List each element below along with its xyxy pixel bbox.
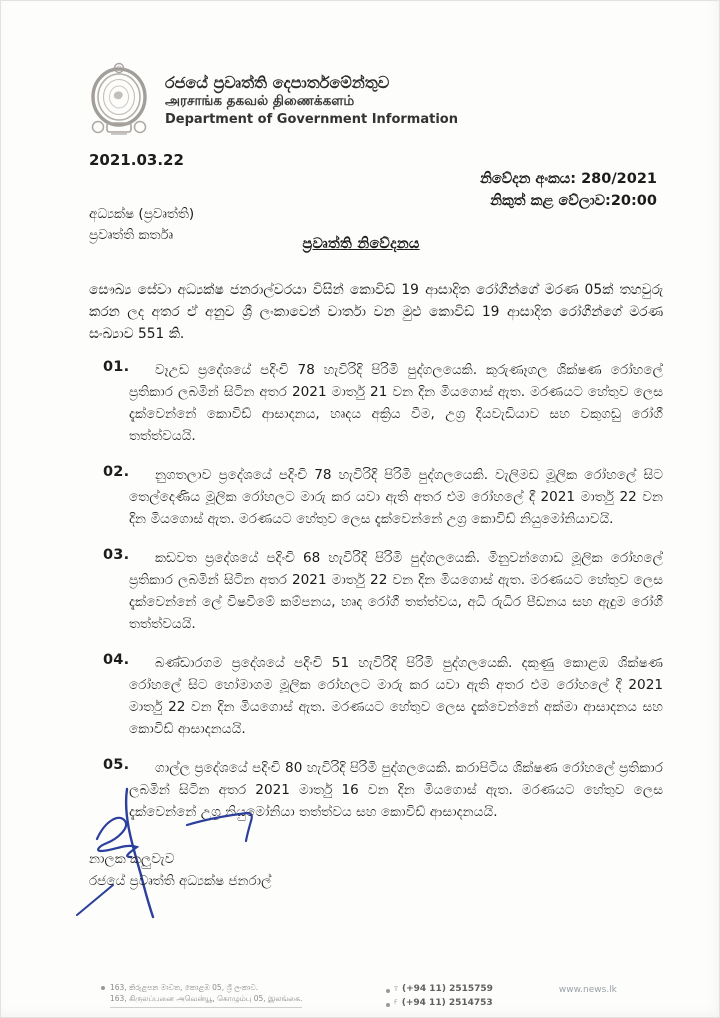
signatory-title: රජයේ ප්‍රවෘත්ති අධ්‍යක්ෂ ජනරාල් (89, 873, 272, 889)
dept-name-tamil: அரசாங்க தகவல் திணைக்களம் (165, 93, 355, 110)
intro-paragraph: සෞඛ්‍ය සේවා අධ්‍යක්ෂ ජනරාල්වරයා විසින් කොවිඩ් 19 ආසාදිත රෝගීන්ගේ මරණ 05ක් තහවුරු කරන ලද අතර ඒ අනුව ශ්‍රී ලංකාවෙන් වාර්තා වන මුළු කොවිඩ් 19 ආසාදිත රෝගීන්ගේ මරණ සංඛ්‍යාව 551 කි. (89, 281, 663, 342)
addressee-line-1: අධ්‍යක්ෂ (ප්‍රවෘත්ති) (89, 206, 195, 222)
address-bullet-icon (101, 986, 105, 990)
death-item-4 (89, 652, 663, 740)
item-number: 05. (103, 757, 130, 774)
footer (1, 983, 720, 1010)
department-names (165, 72, 458, 128)
item-number: 03. (103, 547, 130, 564)
website-url: www.news.lk (558, 985, 617, 995)
address-tamil: 163, கிருலப்பனை அவென்யூ, கொழும்பு 05, இலங்கை. (110, 993, 303, 1003)
item-text: ගාල්ල ප්‍රදේශයේ පදිංචි 80 හැවිරිදි පිරිමි පුද්ගලයෙකි. කරාපිටිය ශික්ෂණ රෝහලේ ප්‍රතිකාර ලබමින් සිටින අතර 2021 මාර්තු 16 වන දින මියගොස් ඇත. මරණයට හේතුව ලෙස දැක්වෙන්නේ උග්‍ර නියුමෝනියා තත්ත්වය සහ කොවිඩ් ආසාදනයයි. (129, 760, 663, 821)
document-body (89, 265, 663, 840)
dept-name-sinhala: රජයේ ප්‍රවෘත්ති දෙපාර්තමේන්තුව (165, 72, 390, 92)
phone-bullet-icon (386, 989, 390, 993)
fax-bullet-icon (386, 1003, 390, 1007)
item-number: 04. (103, 652, 130, 669)
release-time: නිකුත් කළ වේලාව:20:00 (490, 192, 657, 209)
item-text: නුගතලාව ප්‍රදේශයේ පදිංචි 78 හැවිරිදි පිරිමි පුද්ගලයෙකි. වැලිමඩ මූලික රෝහලේ සිට තෙල්දෙණිය මූලික රෝහලට මාරු කර යවා ඇති අතර එම රෝහලේ දී 2021 මාර්තු 22 වන දින මියගොස් ඇත. මරණයට හේතුව ලෙස දැක්වෙන්නේ උග්‍ර කොවිඩ් නියුමෝනියාවයි. (129, 467, 663, 528)
address-sinhala: 163, කිරුළපන මාවත, කොළඹ 05, ශ්‍රී ලංකාව. (110, 983, 259, 992)
item-number: 02. (103, 464, 130, 481)
release-meta (480, 169, 657, 213)
footer-address (101, 983, 336, 1008)
item-text: බණ්ඩාරගම ප්‍රදේශයේ පදිංචි 51 හැවිරිදි පිරිමි පුද්ගලයෙකි. දකුණු කොළඹ ශික්ෂණ රෝහලේ සිට හෝමාගම මූලික රෝහලට මාරු කර යවා ඇති අතර එම රෝහලේ දී 2021 මාර්තු 22 වන දින මියගොස් ඇත. මරණයට හේතුව ලෙස දැක්වෙන්නේ අක්මා ආසාදනය සහ කොවිඩ් ආසාදනයයි. (129, 655, 663, 738)
fax-number: (+94 11) 2514753 (401, 997, 493, 1008)
dept-name-english: Department of Government Information (165, 111, 458, 127)
addressee-line-2: ප්‍රවෘත්ති කර්තෘ (89, 226, 174, 243)
release-number: නිවේදන අංකය: 280/2021 (480, 171, 657, 187)
death-item-3 (89, 547, 663, 635)
document-title: ප්‍රවෘත්ති නිවේදනය (302, 236, 420, 252)
death-item-2 (89, 464, 663, 530)
item-number: 01. (103, 358, 130, 375)
item-text: වෑඋඩ ප්‍රදේශයේ පදිංචි 78 හැවිරිදි පිරිමි පුද්ගලයෙකි. කුරුණෑගල ශික්ෂණ රෝහලේ ප්‍රතිකාර ලබමින් සිටින අතර 2021 මාර්තු 21 වන දින මියගොස් ඇත. මරණයට හේතුව ලෙස දැක්වෙන්නේ කොවිඩ් ආසාදනය, හෘදය අක්‍රිය වීම, උග්‍ර දියවැඩියාව සහ වකුගඩු රෝගී තත්ත්වයයි. (129, 361, 663, 445)
death-item-1 (89, 359, 663, 447)
footer-phones (386, 983, 493, 1010)
document-date: 2021.03.22 (89, 151, 184, 169)
signatory-name: නාලක කලුවැව (89, 851, 175, 867)
letterhead (87, 61, 458, 139)
government-emblem-icon (87, 61, 151, 139)
telephone-label: T (394, 984, 398, 993)
item-text: කඩවත ප්‍රදේශයේ පදිංචි 68 හැවිරිදි පිරිමි පුද්ගලයෙකි. මිනුවන්ගොඩ මූලික රෝහලේ ප්‍රතිකාර ලබමින් සිටින අතර 2021 මාර්තු 22 වන දින මියගොස් ඇත. මරණයට හේතුව ලෙස දැක්වෙන්නේ ලේ විෂවීමේ කම්පනය, හෘද රෝගී තත්ත්වය, අධි රුධිර පීඩනය සහ ඇදුම රෝගී තත්ත්වයයි. (129, 550, 663, 633)
fax-label: F (394, 998, 398, 1007)
telephone-number: (+94 11) 2515759 (401, 984, 493, 994)
